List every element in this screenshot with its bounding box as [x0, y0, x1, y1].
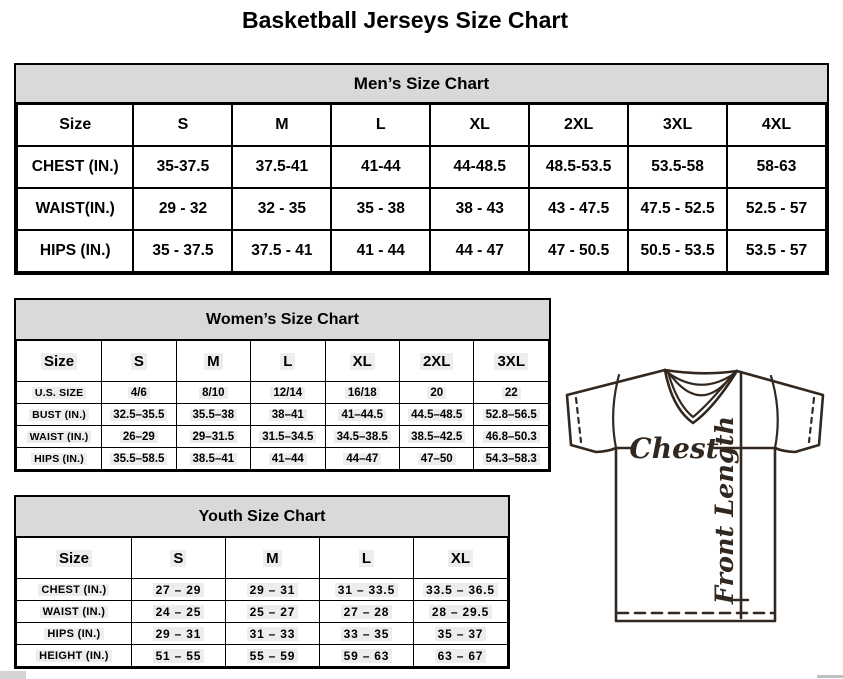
table-cell: 44.5–48.5: [399, 404, 473, 426]
table-cell: 34.5–38.5: [325, 426, 399, 448]
table-cell: 35 - 37.5: [133, 230, 232, 272]
table-cell: 22: [474, 382, 549, 404]
table-row: [17, 645, 508, 667]
table-row: [17, 188, 826, 230]
table-cell: 31.5–34.5: [251, 426, 325, 448]
table-cell: 48.5-53.5: [529, 146, 628, 188]
table-row: [17, 448, 549, 470]
column-header: L: [251, 341, 325, 382]
table-cell: 41–44: [251, 448, 325, 470]
table-cell: 35.5–38: [176, 404, 250, 426]
table-cell: 47–50: [399, 448, 473, 470]
column-header: L: [319, 538, 413, 579]
row-label: WAIST(IN.): [17, 188, 133, 230]
table-cell: 50.5 - 53.5: [628, 230, 727, 272]
column-header: 3XL: [474, 341, 549, 382]
table-cell: 16/18: [325, 382, 399, 404]
table-cell: 26–29: [102, 426, 176, 448]
row-label: BUST (IN.): [17, 404, 102, 426]
table-cell: 38.5–42.5: [399, 426, 473, 448]
front-length-label: Front Length: [710, 415, 740, 605]
row-label: CHEST (IN.): [17, 579, 132, 601]
table-row: [17, 426, 549, 448]
column-header: M: [225, 538, 319, 579]
table-cell: 28 – 29.5: [413, 601, 507, 623]
mens-table-grid: [16, 103, 827, 273]
bottom-left-edge-artifact: [0, 671, 26, 679]
bottom-right-edge-artifact: [817, 675, 843, 678]
womens-table-title: Women’s Size Chart: [16, 300, 549, 340]
row-label: WAIST (IN.): [17, 426, 102, 448]
table-row: [17, 230, 826, 272]
table-cell: 58-63: [727, 146, 826, 188]
table-cell: 33 – 35: [319, 623, 413, 645]
table-cell: 29 – 31: [225, 579, 319, 601]
table-row: [17, 382, 549, 404]
table-cell: 29 – 31: [131, 623, 225, 645]
womens-table-grid: [16, 340, 549, 470]
column-header: 3XL: [628, 104, 727, 146]
table-header-row: [17, 538, 508, 579]
table-cell: 38.5–41: [176, 448, 250, 470]
column-header: S: [133, 104, 232, 146]
table-cell: 8/10: [176, 382, 250, 404]
youth-table-title: Youth Size Chart: [16, 497, 508, 537]
table-cell: 33.5 – 36.5: [413, 579, 507, 601]
jersey-collar-top: [665, 370, 737, 373]
table-cell: 35 - 38: [331, 188, 430, 230]
table-row: [17, 601, 508, 623]
column-header: 4XL: [727, 104, 826, 146]
column-header: XL: [413, 538, 507, 579]
column-header: 2XL: [399, 341, 473, 382]
table-cell: 32 - 35: [232, 188, 331, 230]
column-header: M: [176, 341, 250, 382]
table-cell: 31 – 33: [225, 623, 319, 645]
table-header-row: [17, 104, 826, 146]
table-cell: 44–47: [325, 448, 399, 470]
table-cell: 29 - 32: [133, 188, 232, 230]
row-label: WAIST (IN.): [17, 601, 132, 623]
table-cell: 53.5-58: [628, 146, 727, 188]
page-title: Basketball Jerseys Size Chart: [241, 7, 568, 33]
mens-size-table: [14, 63, 829, 275]
row-label: HIPS (IN.): [17, 448, 102, 470]
table-cell: 24 – 25: [131, 601, 225, 623]
column-header: M: [232, 104, 331, 146]
mens-table-title: Men’s Size Chart: [16, 65, 827, 103]
table-cell: 37.5 - 41: [232, 230, 331, 272]
column-header: 2XL: [529, 104, 628, 146]
table-cell: 35.5–58.5: [102, 448, 176, 470]
row-label: CHEST (IN.): [17, 146, 133, 188]
row-label: HIPS (IN.): [17, 230, 133, 272]
jersey-right-cuff-dash: [809, 398, 814, 442]
table-header-row: [17, 341, 549, 382]
table-cell: 47 - 50.5: [529, 230, 628, 272]
table-cell: 25 – 27: [225, 601, 319, 623]
jersey-measurement-diagram: [556, 362, 828, 628]
youth-size-table: [14, 495, 510, 669]
table-cell: 43 - 47.5: [529, 188, 628, 230]
row-label: HIPS (IN.): [17, 623, 132, 645]
table-row: [17, 623, 508, 645]
row-label: U.S. SIZE: [17, 382, 102, 404]
table-cell: 35 – 37: [413, 623, 507, 645]
womens-size-table: [14, 298, 551, 472]
table-cell: 53.5 - 57: [727, 230, 826, 272]
table-cell: 54.3–58.3: [474, 448, 549, 470]
table-cell: 46.8–50.3: [474, 426, 549, 448]
table-cell: 41–44.5: [325, 404, 399, 426]
jersey-left-seam: [613, 375, 619, 448]
table-cell: 29–31.5: [176, 426, 250, 448]
youth-table-grid: [16, 537, 508, 667]
size-label-header: Size: [17, 341, 102, 382]
jersey-left-cuff-dash: [576, 398, 581, 442]
table-cell: 27 – 29: [131, 579, 225, 601]
table-row: [17, 404, 549, 426]
table-cell: 52.5 - 57: [727, 188, 826, 230]
table-cell: 32.5–35.5: [102, 404, 176, 426]
table-cell: 51 – 55: [131, 645, 225, 667]
table-cell: 31 – 33.5: [319, 579, 413, 601]
column-header: XL: [325, 341, 399, 382]
table-cell: 38 - 43: [430, 188, 529, 230]
table-cell: 55 – 59: [225, 645, 319, 667]
table-cell: 4/6: [102, 382, 176, 404]
jersey-right-seam: [771, 376, 778, 448]
table-cell: 20: [399, 382, 473, 404]
jersey-outline: [567, 370, 823, 621]
table-cell: 12/14: [251, 382, 325, 404]
table-cell: 38–41: [251, 404, 325, 426]
table-cell: 27 – 28: [319, 601, 413, 623]
table-cell: 52.8–56.5: [474, 404, 549, 426]
table-cell: 63 – 67: [413, 645, 507, 667]
column-header: S: [131, 538, 225, 579]
size-label-header: Size: [17, 104, 133, 146]
size-label-header: Size: [17, 538, 132, 579]
table-cell: 44 - 47: [430, 230, 529, 272]
column-header: S: [102, 341, 176, 382]
column-header: XL: [430, 104, 529, 146]
table-cell: 47.5 - 52.5: [628, 188, 727, 230]
column-header: L: [331, 104, 430, 146]
table-cell: 37.5-41: [232, 146, 331, 188]
row-label: HEIGHT (IN.): [17, 645, 132, 667]
table-cell: 41-44: [331, 146, 430, 188]
table-cell: 59 – 63: [319, 645, 413, 667]
table-cell: 35-37.5: [133, 146, 232, 188]
table-cell: 41 - 44: [331, 230, 430, 272]
table-row: [17, 146, 826, 188]
table-row: [17, 579, 508, 601]
table-cell: 44-48.5: [430, 146, 529, 188]
chest-label: Chest: [629, 432, 719, 465]
